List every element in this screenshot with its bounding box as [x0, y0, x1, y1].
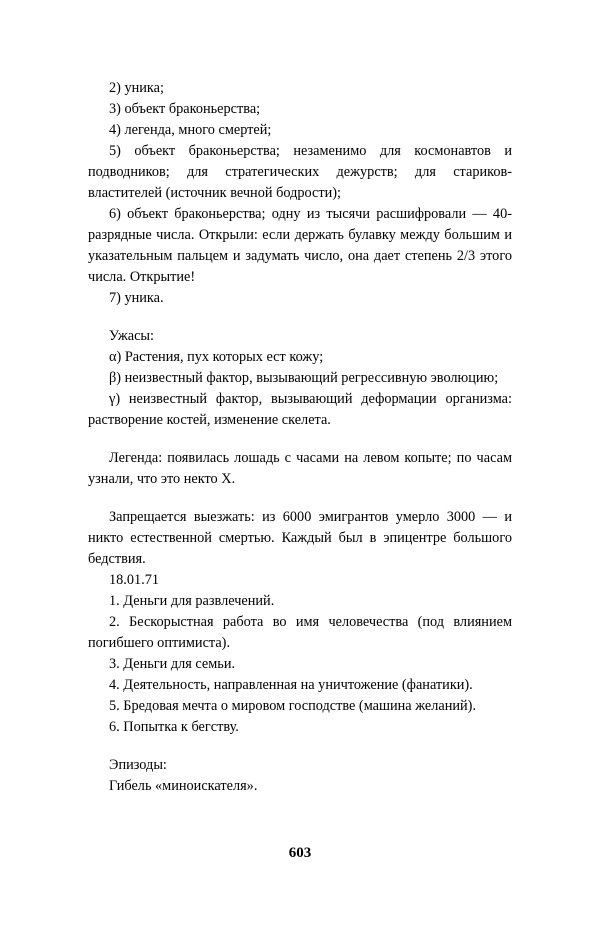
paragraph-spacer — [88, 431, 512, 448]
paragraph-spacer — [88, 309, 512, 326]
paragraph: 7) уника. — [109, 290, 164, 307]
paragraph-spacer — [88, 738, 512, 755]
paragraph: 6. Попытка к бегству. — [109, 719, 239, 736]
paragraph: 1. Деньги для развлечений. — [109, 593, 275, 610]
paragraph: Ужасы: — [109, 328, 155, 345]
paragraph: β) неизвестный фактор, вызывающий регрессивную эволюцию; — [109, 370, 499, 387]
paragraph: 4. Деятельность, направленная на уничтожение (фанатики). — [109, 677, 473, 694]
paragraph: Легенда: появилась лошадь с часами на левом копыте; по часам узнали, что это некто Х. — [88, 450, 512, 488]
page-text-body — [88, 78, 512, 797]
paragraph: 2. Бескорыстная работа во имя человечества (под влиянием погибшего оптимиста). — [88, 614, 512, 652]
paragraph: Гибель «миноискателя». — [109, 778, 258, 795]
paragraph: 4) легенда, много смертей; — [109, 122, 272, 139]
paragraph: 3. Деньги для семьи. — [109, 656, 236, 673]
paragraph: 5. Бредовая мечта о мировом господстве (машина желаний). — [109, 698, 477, 715]
paragraph: 2) уника; — [109, 80, 164, 96]
paragraph: 3) объект браконьерства; — [109, 101, 261, 118]
paragraph: Запрещается выезжать: из 6000 эмигрантов умерло 3000 — и никто естественной смертью. Каждый был в эпицентре большого бедствия. — [88, 509, 512, 568]
paragraph-spacer — [88, 490, 512, 507]
paragraph: Эпизоды: — [109, 757, 167, 774]
paragraph: 6) объект браконьерства; одну из тысячи расшифровали — 40-разрядные числа. Открыли: если держать булавку между большим и указательным пальцем и задумать число, она дает степень 2/3 этого числа. Открытие! — [88, 206, 512, 286]
paragraph: 18.01.71 — [109, 572, 160, 589]
paragraph: 5) объект браконьерства; незаменимо для космонавтов и подводников; для стратегических дежурств; для стариков-властителей (источник вечной бодрости); — [88, 143, 512, 202]
paragraph: γ) неизвестный фактор, вызывающий деформации организма: растворение костей, изменение скелета. — [88, 391, 512, 429]
page-number: 603 — [288, 845, 312, 861]
paragraph: α) Растения, пух которых ест кожу; — [109, 349, 324, 366]
